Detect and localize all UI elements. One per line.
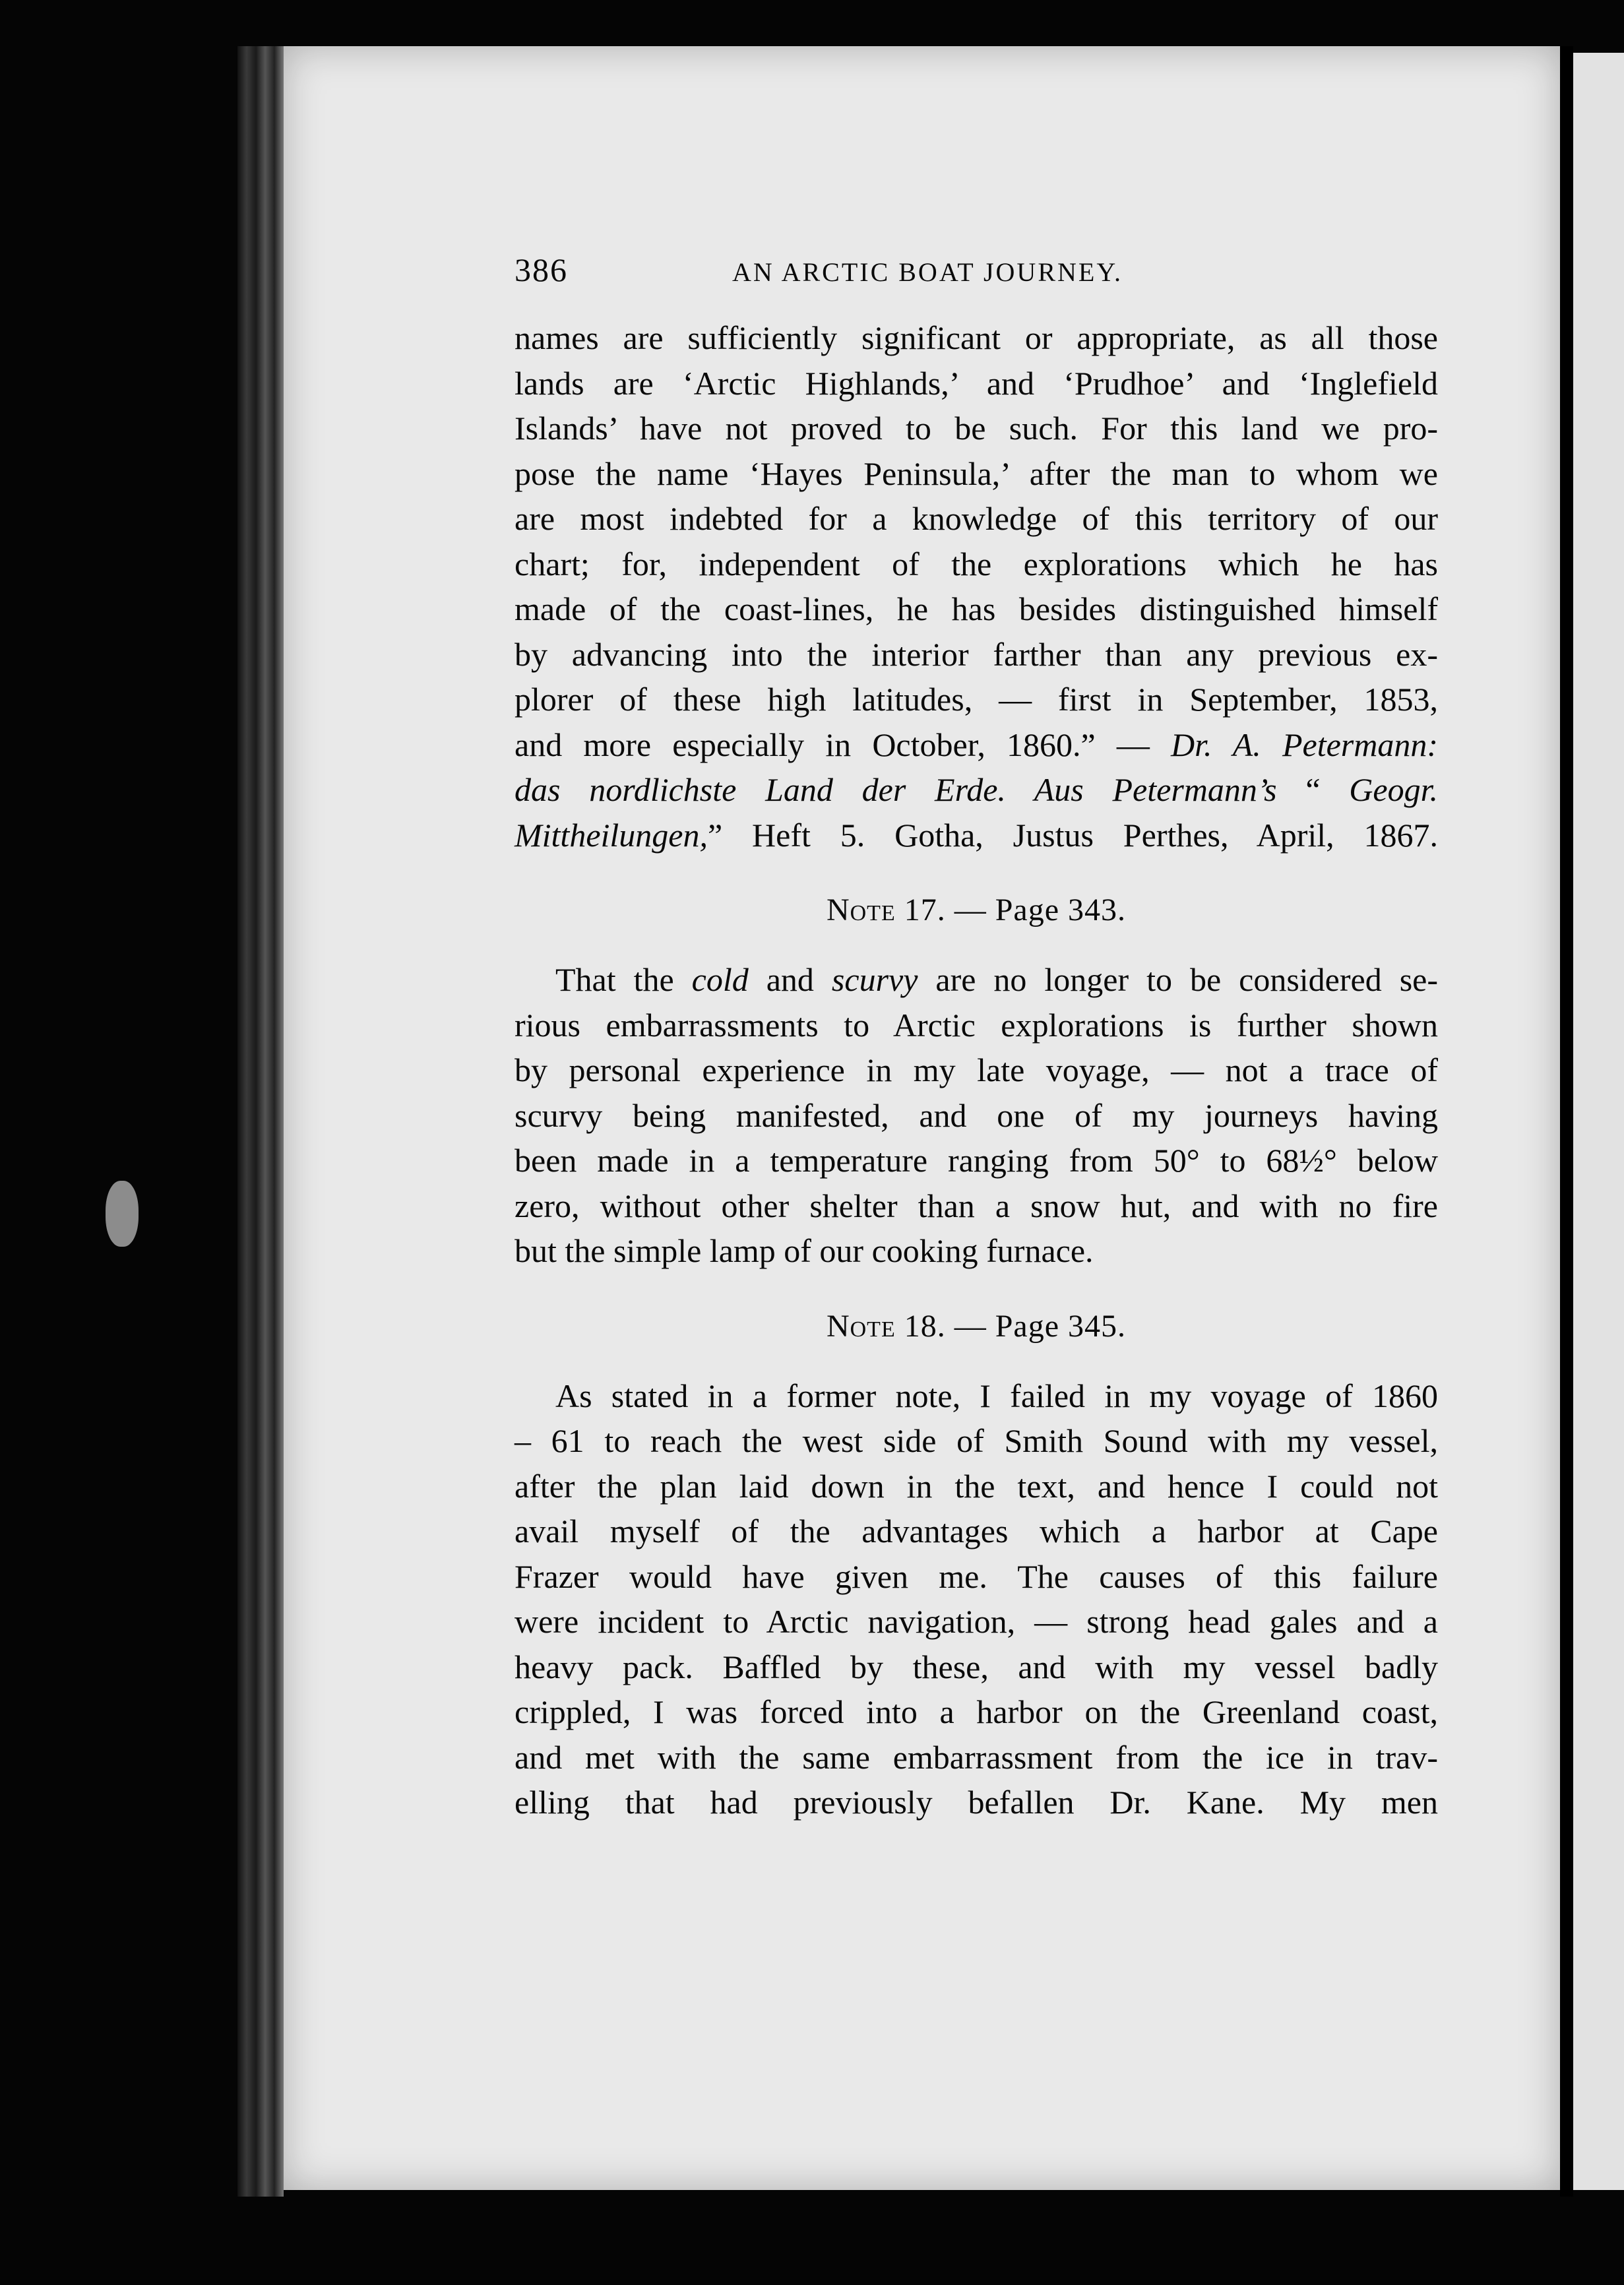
page-text bbox=[515, 251, 1438, 1825]
text-line: by personal experience in my late voyage, — not a trace of bbox=[515, 1051, 1438, 1088]
text-line bbox=[515, 813, 1438, 858]
text-line: Frazer would have given me. The causes of this failure bbox=[515, 1557, 1438, 1595]
text-line: avail myself of the advantages which a harbor at Cape bbox=[515, 1513, 1438, 1549]
note-ref: 17. — Page 343. bbox=[895, 892, 1127, 927]
text-run: ” Heft 5. Gotha, Justus Perthes, April, 1867. bbox=[708, 816, 1438, 854]
note-18-heading bbox=[515, 1308, 1438, 1344]
text-line: pose the name ‘Hayes Peninsula,’ after the man to whom we bbox=[515, 454, 1438, 492]
text-line: heavy pack. Baffled by these, and with my vessel badly bbox=[515, 1648, 1438, 1685]
text-line bbox=[515, 957, 1438, 1003]
emphasis: cold bbox=[691, 961, 749, 998]
text-line: and met with the same embarrassment from the ice in trav- bbox=[515, 1738, 1438, 1776]
paragraph-petermann-quote bbox=[515, 315, 1438, 858]
text-line: but the simple lamp of our cooking furnace. bbox=[515, 1232, 1094, 1269]
text-line: plorer of these high latitudes, — first in September, 1853, bbox=[515, 681, 1438, 718]
text-run: and bbox=[748, 961, 832, 998]
running-head bbox=[515, 251, 1438, 289]
text-run: are no longer to be considered se- bbox=[918, 961, 1438, 998]
text-line: zero, without other shelter than a snow hut, and with no fire bbox=[515, 1187, 1438, 1224]
citation-title: das nordlichste Land der Erde. Aus Petermann’s bbox=[515, 771, 1277, 808]
text-line: are most indebted for a knowledge of this territory of our bbox=[515, 500, 1438, 537]
text-line bbox=[515, 767, 1438, 813]
facing-page-edge bbox=[1573, 53, 1624, 2190]
text-line: were incident to Arctic navigation, — strong head gales and a bbox=[515, 1603, 1438, 1640]
text-line: crippled, I was forced into a harbor on the Greenland coast, bbox=[515, 1693, 1438, 1730]
text-line: after the plan laid down in the text, and hence I could not bbox=[515, 1467, 1438, 1505]
note-label: Note bbox=[826, 892, 896, 927]
note-17-heading bbox=[515, 892, 1438, 928]
text-line bbox=[515, 722, 1438, 768]
text-run: and more especially in October, 1860.” — bbox=[515, 726, 1171, 763]
text-line: made of the coast-lines, he has besides distinguished himself bbox=[515, 590, 1438, 627]
note-label: Note bbox=[826, 1308, 896, 1344]
text-line: elling that had previously befallen Dr. Kane. My men bbox=[515, 1784, 1438, 1821]
text-line: been made in a temperature ranging from 50° to 68½° below bbox=[515, 1142, 1438, 1179]
running-title: AN ARCTIC BOAT JOURNEY. bbox=[732, 257, 1123, 287]
paragraph-note-17 bbox=[515, 957, 1438, 1274]
citation-author: Dr. A. Petermann: bbox=[1171, 726, 1438, 763]
text-line: by advancing into the interior farther than any previous ex- bbox=[515, 635, 1438, 673]
book-page-edges bbox=[237, 46, 284, 2197]
paragraph-note-18 bbox=[515, 1373, 1438, 1825]
text-line: – 61 to reach the west side of Smith Sound with my vessel, bbox=[515, 1422, 1438, 1459]
page-number: 386 bbox=[515, 251, 568, 288]
text-run: “ bbox=[1276, 771, 1350, 808]
text-line: scurvy being manifested, and one of my journeys having bbox=[515, 1096, 1438, 1134]
text-line: lands are ‘Arctic Highlands,’ and ‘Prudhoe’ and ‘Inglefield bbox=[515, 364, 1438, 402]
text-line: As stated in a former note, I failed in my voyage of 1860 bbox=[555, 1377, 1438, 1414]
text-line: names are sufficiently significant or appropriate, as all those bbox=[515, 319, 1438, 356]
citation-journal: Geogr. bbox=[1349, 771, 1438, 808]
text-line: Islands’ have not proved to be such. For this land we pro- bbox=[515, 410, 1438, 447]
text-line: rious embarrassments to Arctic explorations is further shown bbox=[515, 1006, 1438, 1044]
note-ref: 18. — Page 345. bbox=[895, 1308, 1127, 1344]
text-run: That the bbox=[555, 961, 692, 998]
scan-blemish bbox=[106, 1181, 139, 1247]
citation-journal-cont: Mittheilungen, bbox=[515, 816, 708, 854]
emphasis: scurvy bbox=[831, 961, 918, 998]
text-line: chart; for, independent of the explorations which he has bbox=[515, 545, 1438, 582]
gutter-shadow bbox=[1560, 46, 1573, 2197]
